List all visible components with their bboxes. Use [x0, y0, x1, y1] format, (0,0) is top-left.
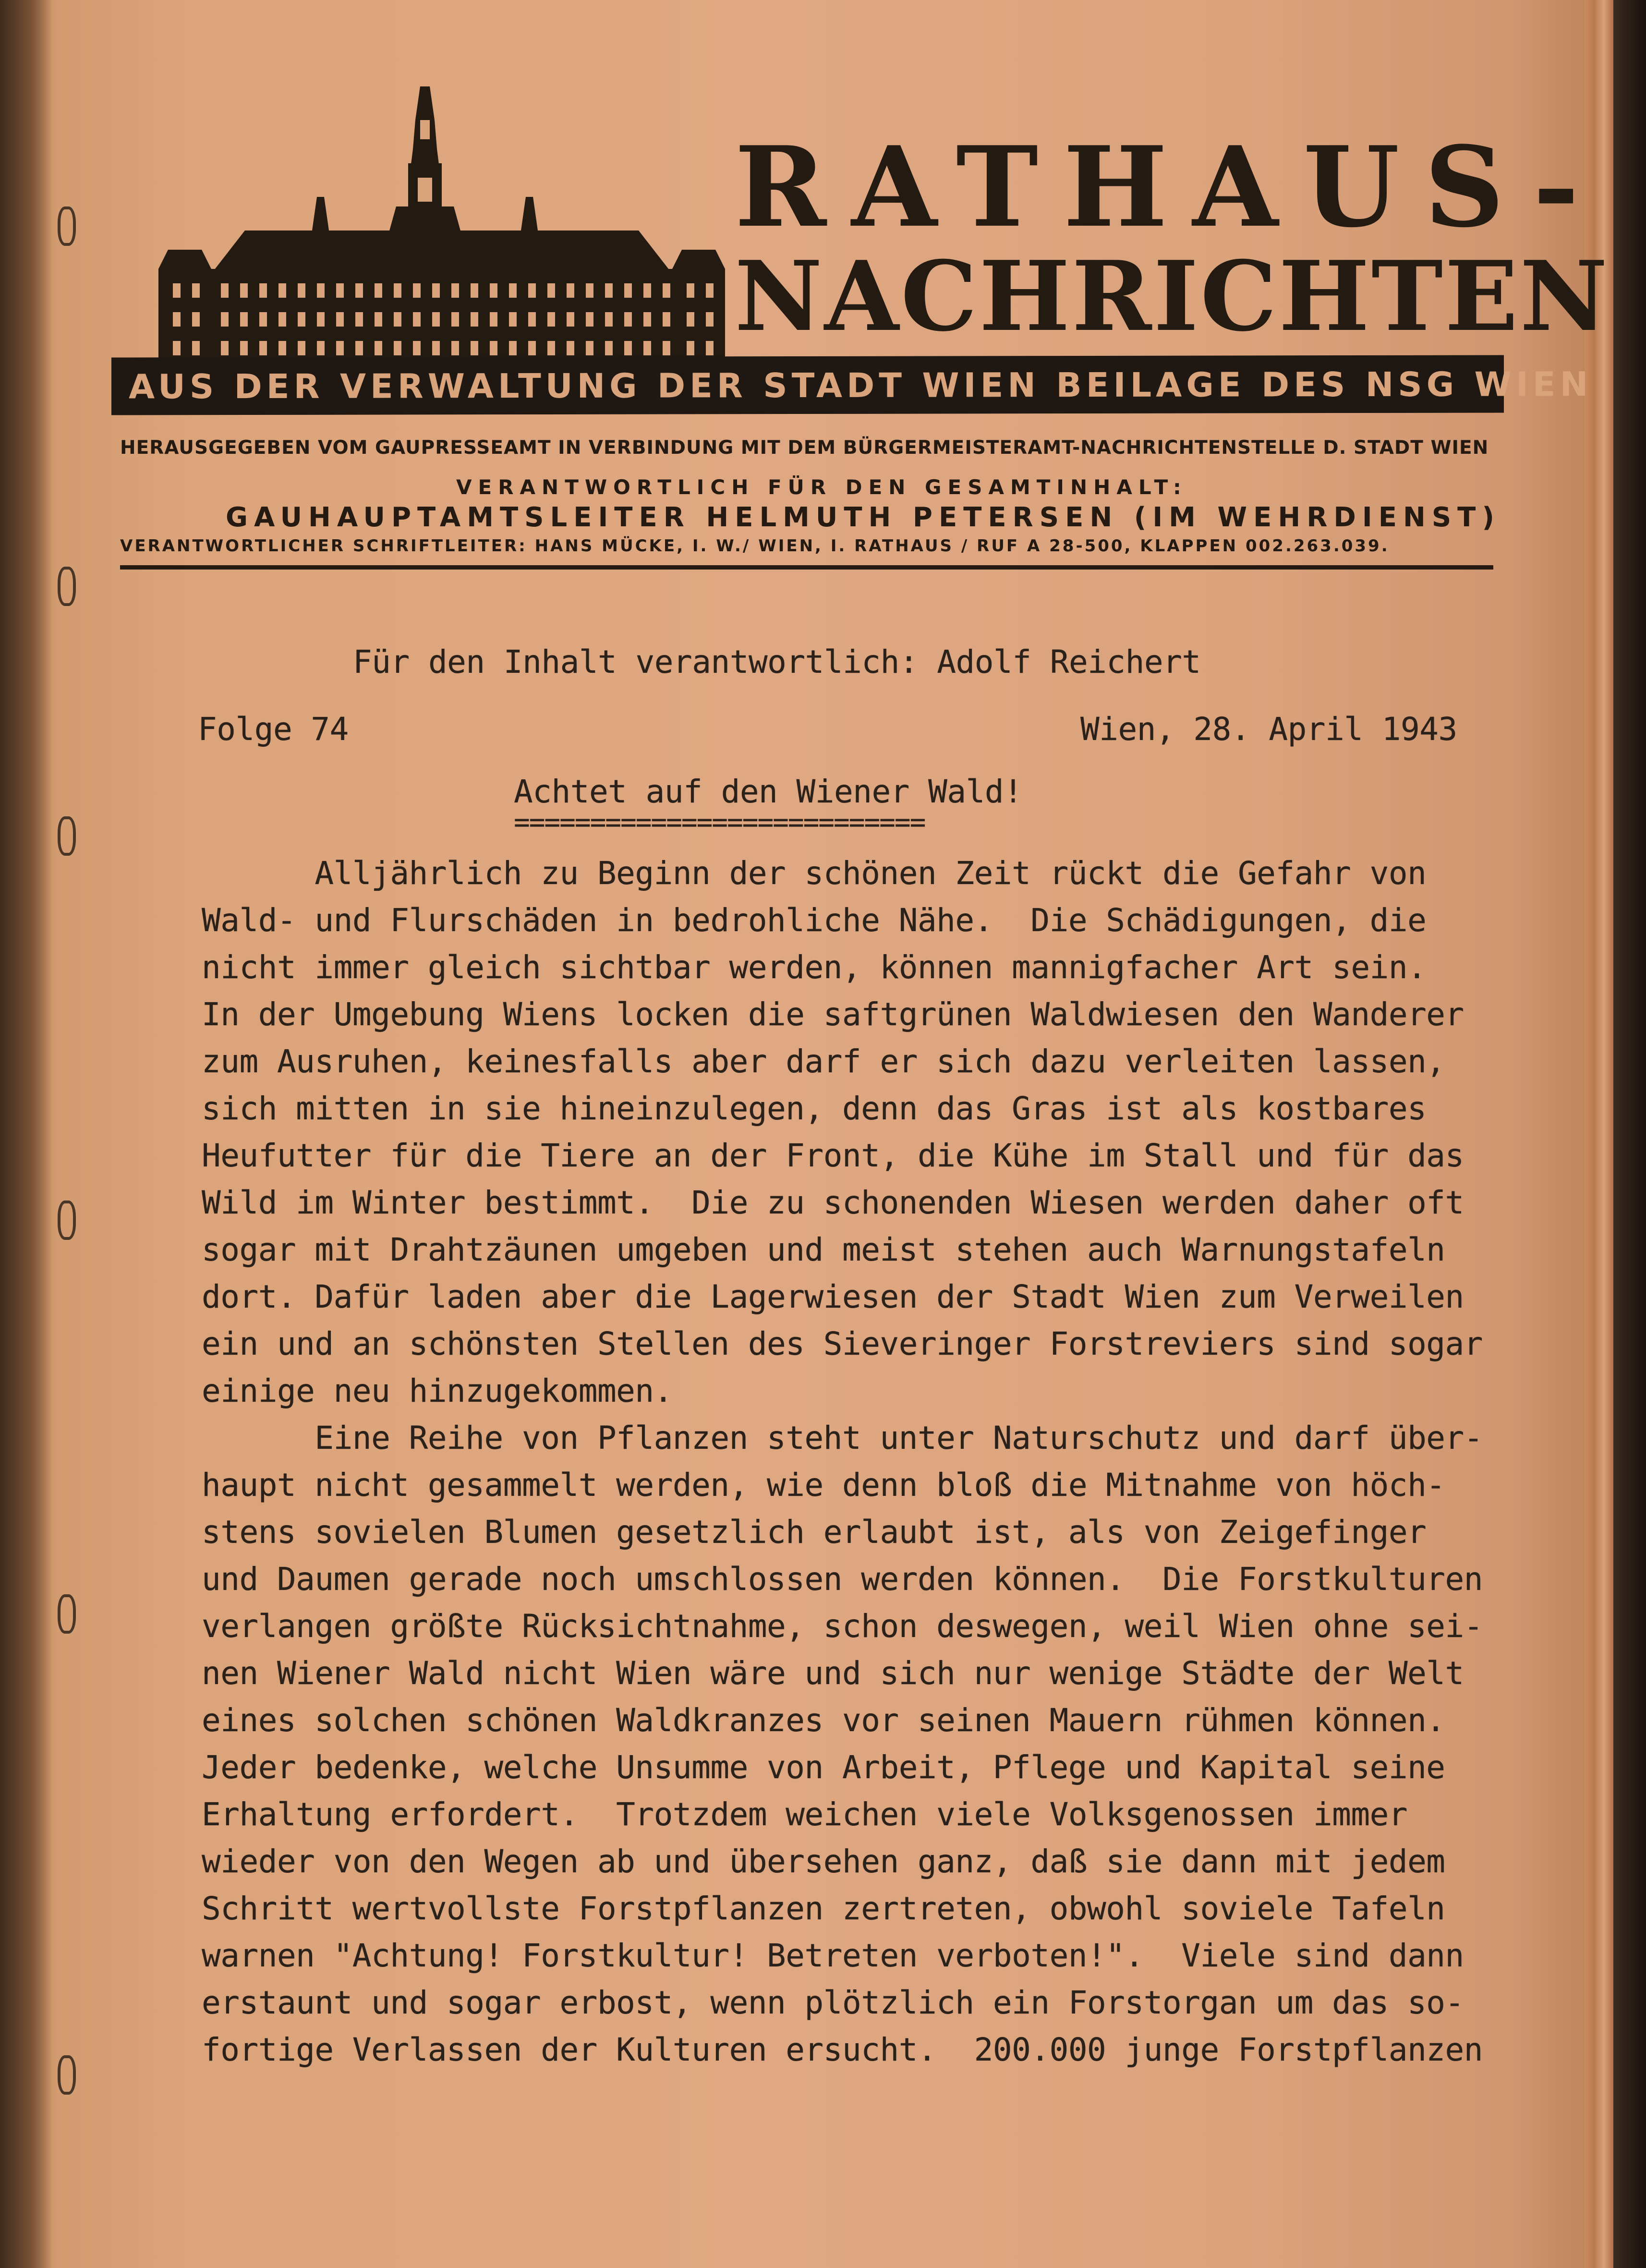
article-line: fortige Verlassen der Kulturen ersucht. 200.000 junge Forstpflanzen	[202, 2031, 1483, 2068]
article-line: verlangen größte Rücksichtnahme, schon deswegen, weil Wien ohne sei-	[202, 1608, 1483, 1645]
article-line: Eine Reihe von Pflanzen steht unter Naturschutz und darf über-	[202, 1419, 1483, 1456]
masthead-rule	[120, 565, 1493, 570]
rathaus-skyline-logo	[158, 86, 725, 370]
article-line: Wild im Winter bestimmt. Die zu schonenden Wiesen werden daher oft	[202, 1184, 1464, 1221]
responsible-label: VERANTWORTLICH FÜR DEN GESAMTINHALT:	[456, 475, 1187, 499]
article-line: stens sovielen Blumen gesetzlich erlaubt ist, als von Zeigefinger	[202, 1514, 1427, 1551]
article-line: warnen "Achtung! Forstkultur! Betreten verboten!". Viele sind dann	[202, 1937, 1464, 1974]
article-line: einige neu hinzugekommen.	[202, 1372, 673, 1409]
article-line: sogar mit Drahtzäunen umgeben und meist stehen auch Warnungstafeln	[202, 1231, 1445, 1268]
binding-stitch	[58, 1594, 76, 1634]
article-line: haupt nicht gesammelt werden, wie denn bloß die Mitnahme von höch-	[202, 1467, 1445, 1504]
article-line: wieder von den Wegen ab und übersehen ganz, daß sie dann mit jedem	[202, 1843, 1445, 1880]
article-line: In der Umgebung Wiens locken die saftgrünen Waldwiesen den Wanderer	[202, 996, 1464, 1033]
article-line: sich mitten in sie hineinzulegen, denn das Gras ist als kostbares	[202, 1090, 1427, 1127]
article-line: Alljährlich zu Beginn der schönen Zeit rückt die Gefahr von	[202, 855, 1427, 892]
article-line: dort. Dafür laden aber die Lagerwiesen der Stadt Wien zum Verweilen	[202, 1278, 1464, 1315]
headline-underline: ===========================	[514, 807, 925, 838]
article-line: eines solchen schönen Waldkranzes vor seinen Mauern rühmen können.	[202, 1702, 1445, 1739]
book-background	[1613, 0, 1646, 2268]
article-line: nicht immer gleich sichtbar werden, können mannigfacher Art sein.	[202, 949, 1427, 986]
article-line: Heufutter für die Tiere an der Front, die Kühe im Stall und für das	[202, 1137, 1464, 1174]
masthead-title-line1: RATHAUS-	[735, 122, 1604, 252]
masthead-title-line2: NACHRICHTEN	[735, 240, 1610, 353]
binding-gutter	[0, 0, 53, 2268]
banner-text: AUS DER VERWALTUNG DER STADT WIEN BEILAGE DES NSG WIEN	[129, 364, 1593, 407]
article-line: Schritt wertvollste Forstpflanzen zertreten, obwohl soviele Tafeln	[202, 1890, 1445, 1927]
article-line: nen Wiener Wald nicht Wien wäre und sich nur wenige Städte der Welt	[202, 1655, 1464, 1692]
issue-number: Folge 74	[198, 711, 349, 748]
content-responsible: Für den Inhalt verantwortlich: Adolf Reichert	[353, 643, 1201, 680]
article-line: ein und an schönsten Stellen des Sieveringer Forstreviers sind sogar	[202, 1325, 1483, 1362]
binding-stitch	[58, 1201, 76, 1240]
article-line: und Daumen gerade noch umschlossen werden können. Die Forstkulturen	[202, 1561, 1483, 1598]
binding-stitch	[58, 567, 76, 606]
masthead-banner	[111, 355, 1593, 415]
binding-stitch	[58, 2055, 76, 2095]
article-line: Jeder bedenke, welche Unsumme von Arbeit, Pflege und Kapital seine	[202, 1749, 1445, 1786]
article-line: Erhaltung erfordert. Trotzdem weichen viele Volksgenossen immer	[202, 1796, 1408, 1833]
article-line: erstaunt und sogar erbost, wenn plötzlich ein Forstorgan um das so-	[202, 1984, 1464, 2021]
dateline: Wien, 28. April 1943	[1080, 711, 1457, 748]
editor-line: VERANTWORTLICHER SCHRIFTLEITER: HANS MÜCKE, I. W./ WIEN, I. RATHAUS / RUF A 28-500, KLAPPEN 002.263.039.	[120, 536, 1390, 556]
article-line: zum Ausruhen, keinesfalls aber darf er sich dazu verleiten lassen,	[202, 1043, 1445, 1080]
responsible-name: GAUHAUPTAMTSLEITER HELMUTH PETERSEN (IM WEHRDIENST)	[226, 502, 1501, 533]
binding-stitch	[58, 206, 76, 246]
binding-stitch	[58, 816, 76, 856]
article-line: Wald- und Flurschäden in bedrohliche Nähe. Die Schädigungen, die	[202, 902, 1427, 939]
article-headline: Achtet auf den Wiener Wald!	[514, 773, 1023, 810]
publisher-line: HERAUSGEGEBEN VOM GAUPRESSEAMT IN VERBINDUNG MIT DEM BÜRGERMEISTERAMT-NACHRICHTENSTELLE D. STADT WIEN	[120, 437, 1489, 459]
